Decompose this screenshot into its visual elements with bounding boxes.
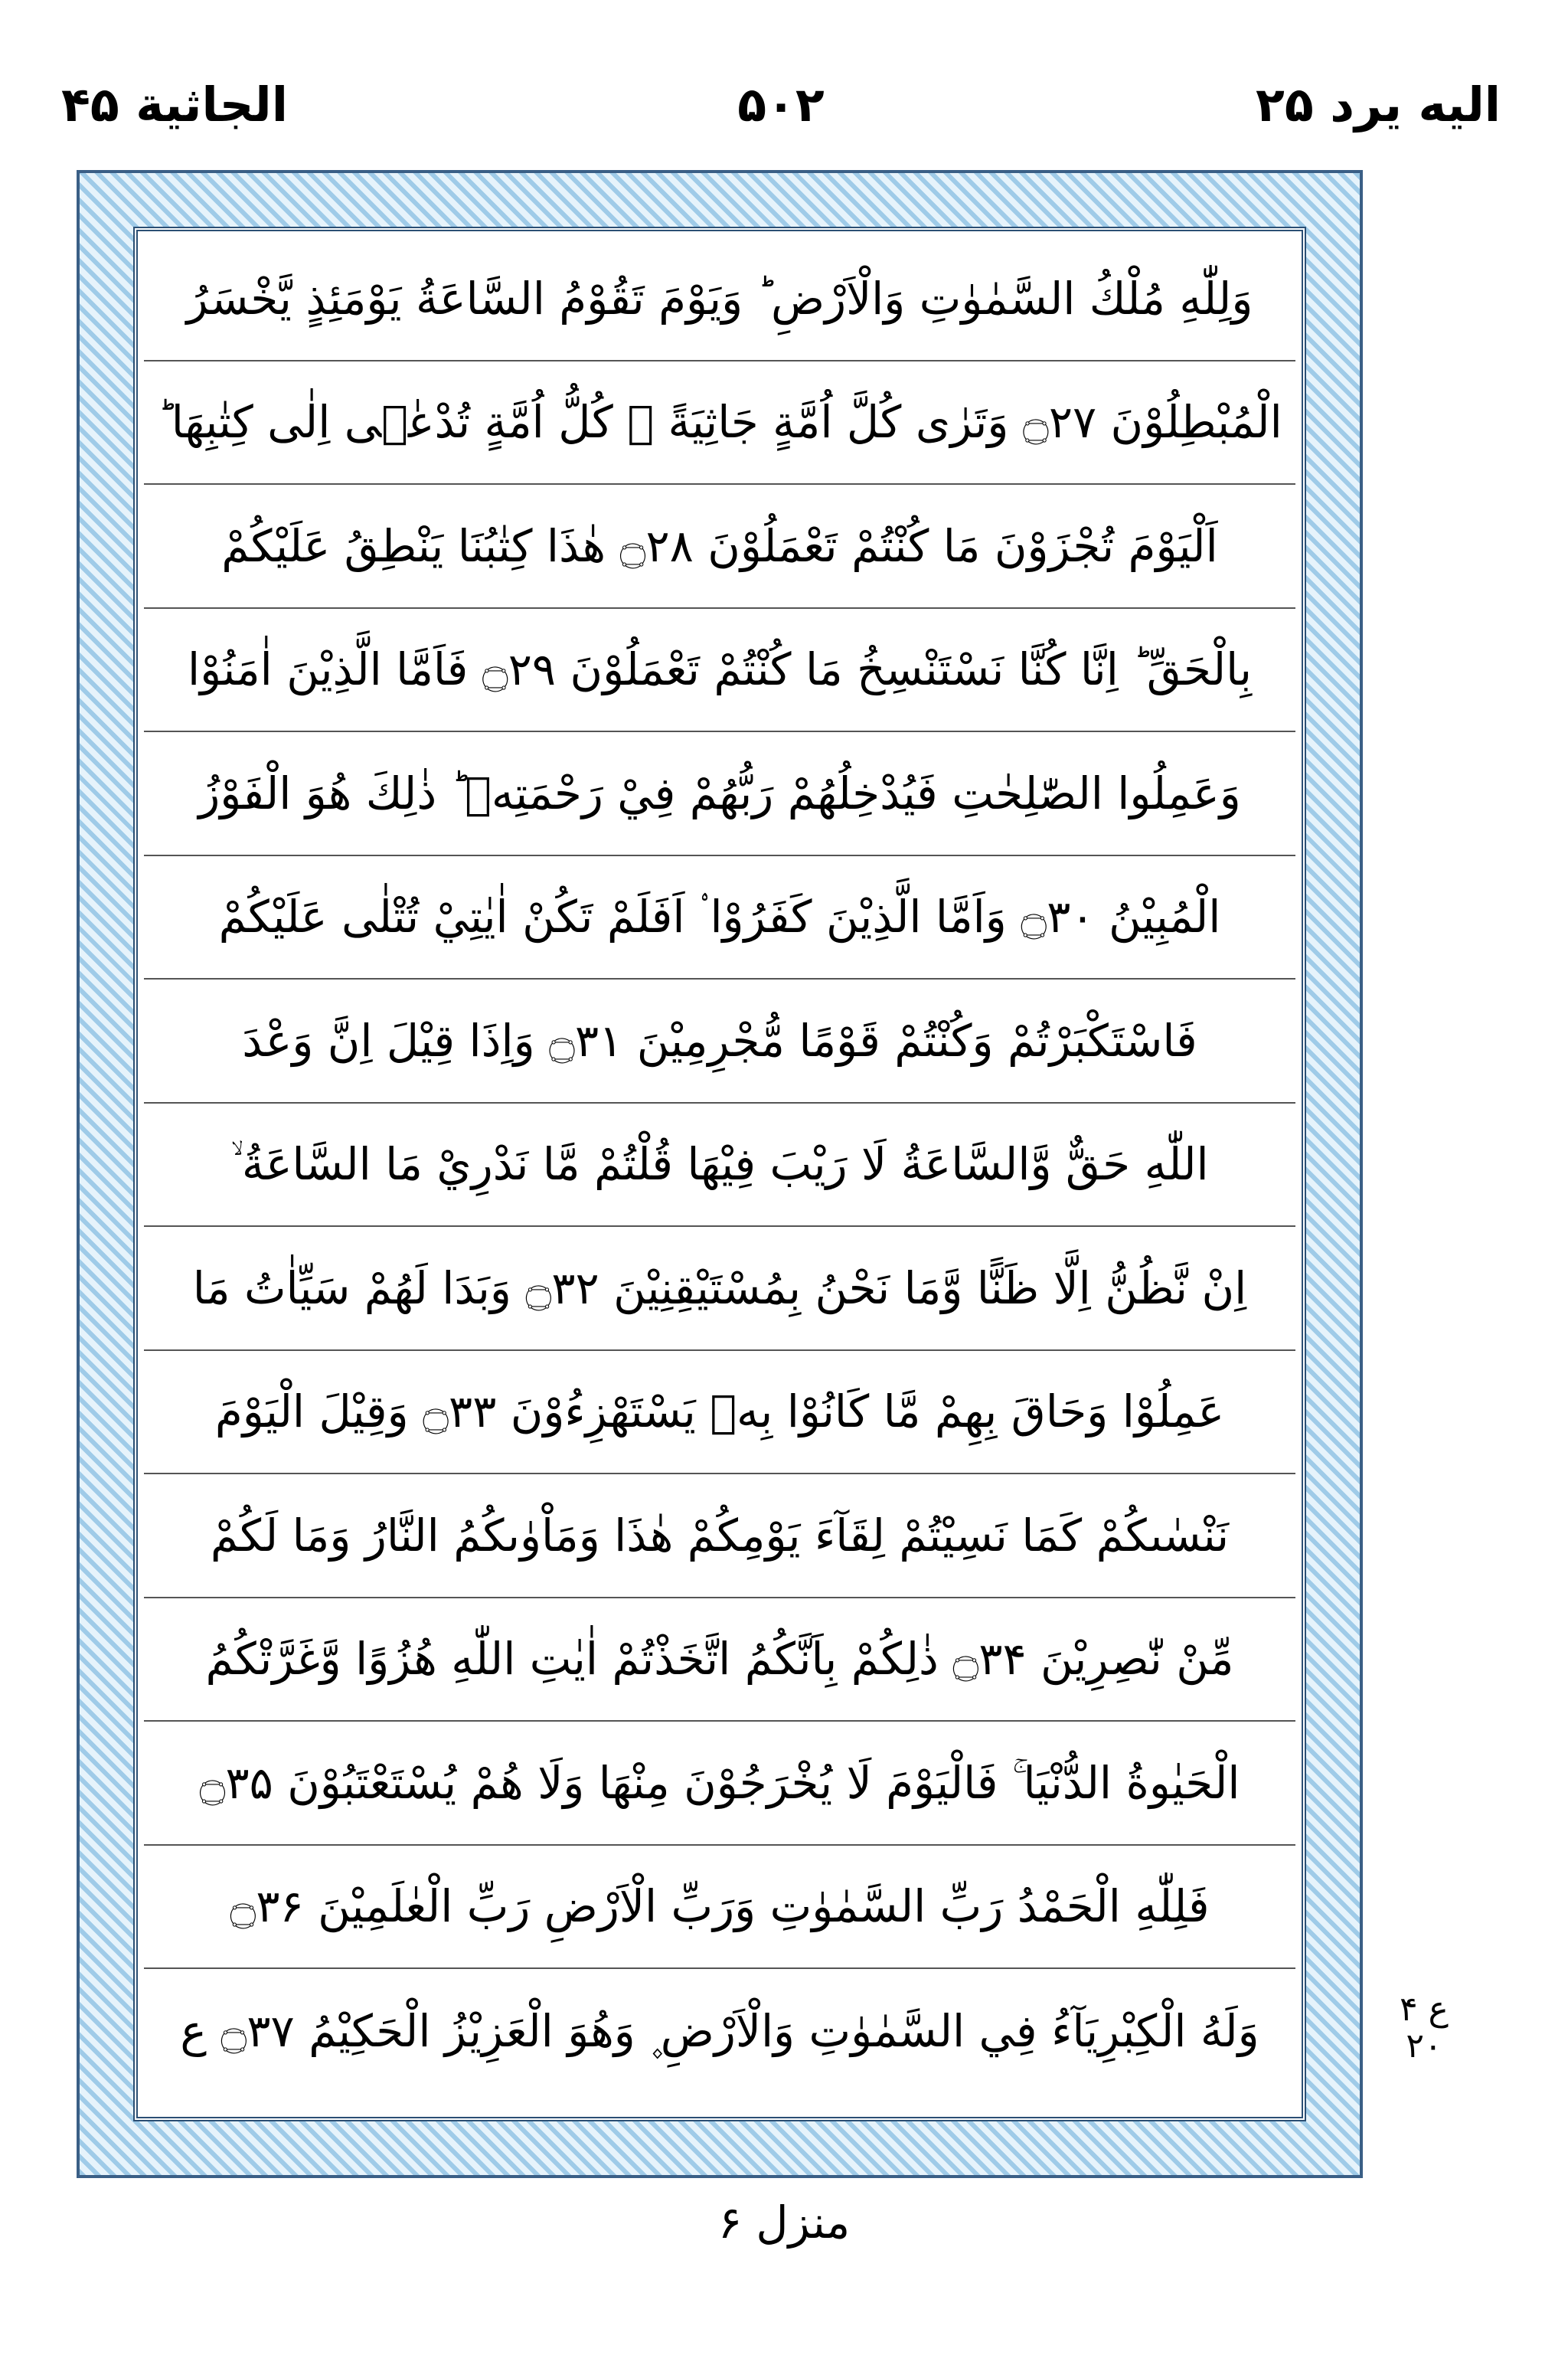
ruku-marker: ع ۴ ۲۰	[1400, 1990, 1449, 2066]
verse-line: الْمُبْطِلُوْنَ ۝۲۷ وَتَرٰى كُلَّ اُمَّةٍ جَاثِيَةً ۫ كُلُّ اُمَّةٍ تُدْعٰۤى اِلٰى كِتٰبِهَا ؕ	[144, 361, 1295, 486]
manzil-footer: منزل ۶	[717, 2196, 851, 2249]
verse-line: الْحَيٰوةُ الدُّنْيَا ۚ فَالْيَوْمَ لَا يُخْرَجُوْنَ مِنْهَا وَلَا هُمْ يُسْتَعْتَبُوْنَ ۝۳۵	[144, 1722, 1295, 1846]
juz-name: اليه يرد ۲۵	[1256, 77, 1501, 132]
page-number: ۵۰۲	[737, 77, 825, 132]
verse-line: اللّٰهِ حَقٌّ وَّالسَّاعَةُ لَا رَيْبَ فِيْهَا قُلْتُمْ مَّا نَدْرِيْ مَا السَّاعَةُ ۙ	[144, 1104, 1295, 1228]
verse-line: عَمِلُوْا وَحَاقَ بِهِمْ مَّا كَانُوْا بِهٖ يَسْتَهْزِءُوْنَ ۝۳۳ وَقِيْلَ الْيَوْمَ	[144, 1351, 1295, 1475]
surah-name: الجاثية ۴۵	[61, 77, 288, 132]
verse-lines	[144, 237, 1295, 2111]
text-panel	[133, 227, 1306, 2121]
verse-line: فَاسْتَكْبَرْتُمْ وَكُنْتُمْ قَوْمًا مُّجْرِمِيْنَ ۝۳۱ وَاِذَا قِيْلَ اِنَّ وَعْدَ	[144, 980, 1295, 1104]
verse-line: بِالْحَقِّ ؕ اِنَّا كُنَّا نَسْتَنْسِخُ مَا كُنْتُمْ تَعْمَلُوْنَ ۝۲۹ فَاَمَّا الَّذِيْنَ اٰمَنُوْا	[144, 609, 1295, 733]
verse-line: الْمُبِيْنُ ۝۳۰ وَاَمَّا الَّذِيْنَ كَفَرُوْا ۟ اَفَلَمْ تَكُنْ اٰيٰتِيْ تُتْلٰى عَلَيْكُمْ	[144, 856, 1295, 980]
verse-line: وَعَمِلُوا الصّٰلِحٰتِ فَيُدْخِلُهُمْ رَبُّهُمْ فِيْ رَحْمَتِهٖ ؕ ذٰلِكَ هُوَ الْفَوْزُ	[144, 732, 1295, 856]
verse-line: اِنْ نَّظُنُّ اِلَّا ظَنًّا وَّمَا نَحْنُ بِمُسْتَيْقِنِيْنَ ۝۳۲ وَبَدَا لَهُمْ سَيِّاٰتُ مَا	[144, 1227, 1295, 1351]
verse-line: اَلْيَوْمَ تُجْزَوْنَ مَا كُنْتُمْ تَعْمَلُوْنَ ۝۲۸ هٰذَا كِتٰبُنَا يَنْطِقُ عَلَيْكُمْ	[144, 485, 1295, 609]
verse-line: مِّنْ نّٰصِرِيْنَ ۝۳۴ ذٰلِكُمْ بِاَنَّكُمُ اتَّخَذْتُمْ اٰيٰتِ اللّٰهِ هُزُوًا وَّغَرَّتْكُمُ	[144, 1598, 1295, 1722]
verse-line: وَلَهُ الْكِبْرِيَآءُ فِي السَّمٰوٰتِ وَالْاَرْضِ ۪ وَهُوَ الْعَزِيْزُ الْحَكِيْمُ ۝۳۷ ع	[180, 2004, 1259, 2057]
verse-line: نَنْسٰىكُمْ كَمَا نَسِيْتُمْ لِقَآءَ يَوْمِكُمْ هٰذَا وَمَاْوٰىكُمُ النَّارُ وَمَا لَكُمْ	[144, 1474, 1295, 1598]
page-header	[61, 77, 1501, 161]
decorative-border-frame	[77, 170, 1363, 2178]
verse-line: فَلِلّٰهِ الْحَمْدُ رَبِّ السَّمٰوٰتِ وَرَبِّ الْاَرْضِ رَبِّ الْعٰلَمِيْنَ ۝۳۶	[144, 1846, 1295, 1970]
verse-line: وَلِلّٰهِ مُلْكُ السَّمٰوٰتِ وَالْاَرْضِ ؕ وَيَوْمَ تَقُوْمُ السَّاعَةُ يَوْمَئِذٍ يَّخْسَرُ	[144, 237, 1295, 361]
